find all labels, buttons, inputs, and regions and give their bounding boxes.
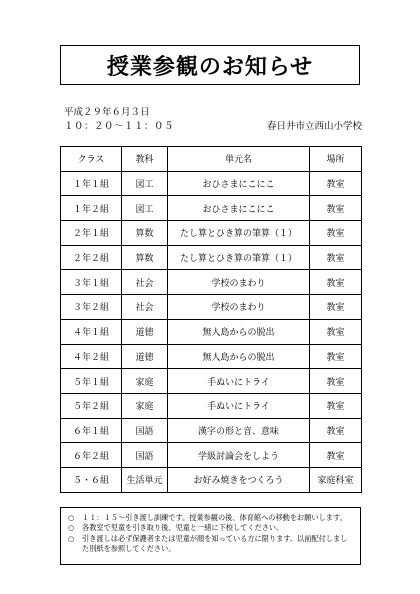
cell-subject: 算数: [122, 245, 168, 270]
cell-class: ２年１組: [61, 221, 122, 246]
table-row: [61, 245, 362, 270]
cell-subject: 道徳: [122, 344, 168, 369]
cell-subject: 社会: [122, 295, 168, 320]
table-row: [61, 418, 362, 443]
note-bullet: ○: [68, 523, 75, 533]
cell-class: ５・６組: [61, 467, 122, 492]
notes-box: [60, 507, 361, 565]
cell-location: 家庭科室: [310, 467, 362, 492]
cell-subject: 社会: [122, 270, 168, 295]
table-row: [61, 344, 362, 369]
cell-class: １年１組: [61, 171, 122, 196]
event-time: １０：２０～１１：０５: [64, 121, 175, 132]
note-bullet: ○: [68, 513, 75, 522]
cell-class: １年２組: [61, 196, 122, 221]
cell-subject: 道徳: [122, 319, 168, 344]
note-text: 各教室で児童を引き取り後、児童と一緒に下校してください。: [82, 523, 284, 533]
note-item: [68, 523, 354, 533]
note-text: １１：１５～引き渡し訓練です。授業参観の後、体育館への移動をお願いします。: [82, 513, 347, 522]
table-row: [61, 196, 362, 221]
note-item: [68, 513, 354, 523]
school-name: 春日井市立西山小学校: [266, 121, 362, 132]
table-row: [61, 295, 362, 320]
cell-unit: たし算とひき算の筆算（１）: [168, 245, 310, 270]
table-row: [61, 221, 362, 246]
cell-subject: 図工: [122, 196, 168, 221]
cell-subject: 家庭: [122, 393, 168, 418]
cell-unit: 学級討論会をしよう: [168, 443, 310, 468]
header-unit: 単元名: [168, 147, 310, 172]
cell-location: 教室: [310, 196, 362, 221]
cell-location: 教室: [310, 245, 362, 270]
cell-location: 教室: [310, 443, 362, 468]
cell-location: 教室: [310, 344, 362, 369]
cell-class: ３年１組: [61, 270, 122, 295]
cell-unit: 手ぬいにトライ: [168, 393, 310, 418]
table-row: [61, 369, 362, 394]
notice-title: 授業参観のお知らせ: [60, 45, 360, 85]
cell-unit: お好み焼きをつくろう: [168, 467, 310, 492]
note-bullet: ○: [68, 533, 75, 543]
table-row: [61, 443, 362, 468]
cell-subject: 国語: [122, 443, 168, 468]
note-text: 引き渡しは必ず保護者または児童が顔を知っている方に限ります。以前配付しました別紙を参照してください。: [82, 533, 348, 554]
cell-class: ２年２組: [61, 245, 122, 270]
cell-location: 教室: [310, 270, 362, 295]
table-row: [61, 393, 362, 418]
header-class: クラス: [61, 147, 122, 172]
cell-subject: 家庭: [122, 369, 168, 394]
cell-subject: 図工: [122, 171, 168, 196]
cell-class: ３年２組: [61, 295, 122, 320]
table-row: [61, 319, 362, 344]
cell-location: 教室: [310, 171, 362, 196]
cell-location: 教室: [310, 319, 362, 344]
cell-unit: 無人島からの脱出: [168, 319, 310, 344]
cell-class: ４年１組: [61, 319, 122, 344]
class-schedule-table: [60, 146, 362, 493]
cell-subject: 国語: [122, 418, 168, 443]
cell-class: ６年２組: [61, 443, 122, 468]
table-row: [61, 270, 362, 295]
cell-class: ５年１組: [61, 369, 122, 394]
cell-unit: おひさまにこにこ: [168, 171, 310, 196]
cell-unit: 学校のまわり: [168, 295, 310, 320]
cell-location: 教室: [310, 418, 362, 443]
header-location: 場所: [310, 147, 362, 172]
cell-unit: たし算とひき算の筆算（１）: [168, 221, 310, 246]
event-date: 平成２９年６月３日: [64, 107, 150, 118]
note-item: [68, 534, 354, 555]
cell-location: 教室: [310, 295, 362, 320]
cell-class: ６年１組: [61, 418, 122, 443]
cell-subject: 生活単元: [122, 467, 168, 492]
cell-unit: おひさまにこにこ: [168, 196, 310, 221]
cell-unit: 無人島からの脱出: [168, 344, 310, 369]
table-row: [61, 467, 362, 492]
table-header-row: [61, 147, 362, 172]
cell-unit: 漢字の形と音、意味: [168, 418, 310, 443]
cell-unit: 学校のまわり: [168, 270, 310, 295]
cell-class: ４年２組: [61, 344, 122, 369]
table-row: [61, 171, 362, 196]
cell-location: 教室: [310, 393, 362, 418]
cell-location: 教室: [310, 369, 362, 394]
header-subject: 教科: [122, 147, 168, 172]
cell-class: ５年２組: [61, 393, 122, 418]
cell-subject: 算数: [122, 221, 168, 246]
cell-unit: 手ぬいにトライ: [168, 369, 310, 394]
cell-location: 教室: [310, 221, 362, 246]
